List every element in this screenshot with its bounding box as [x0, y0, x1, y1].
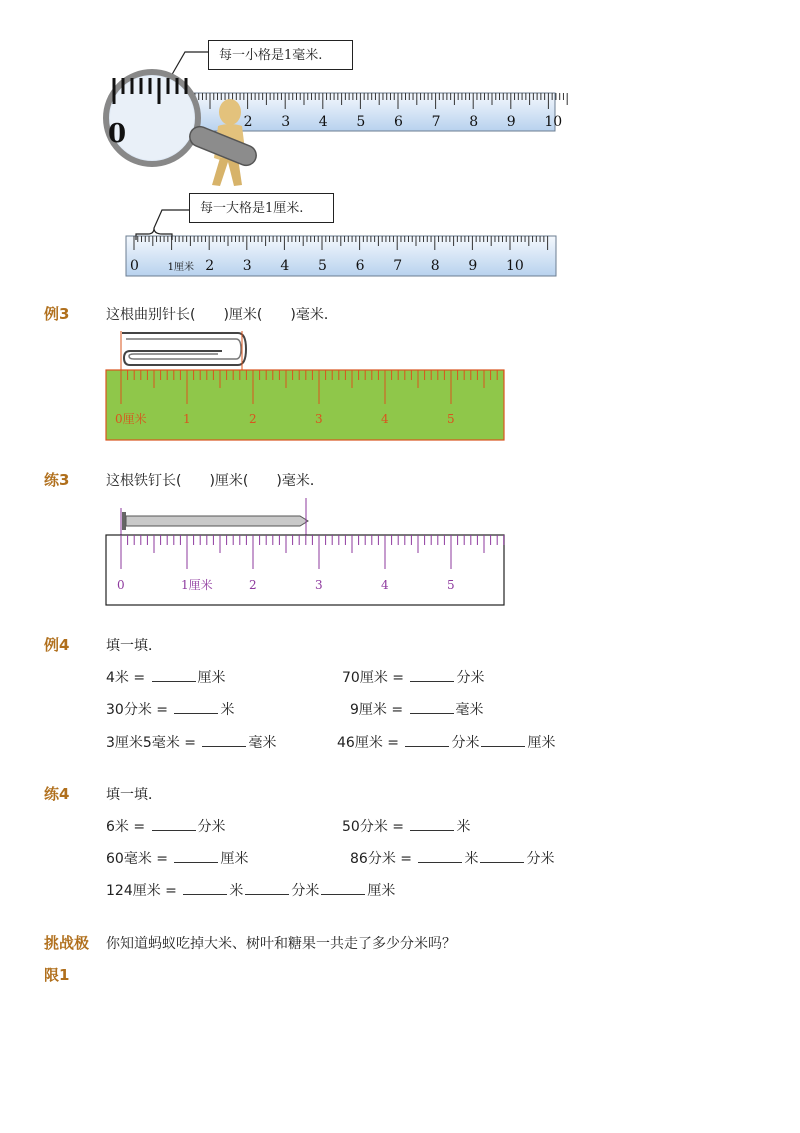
ruler-number: 4 — [381, 412, 389, 426]
ruler-number: 2 — [243, 114, 253, 130]
challenge-label: 挑战极 — [44, 934, 90, 952]
ruler-number: 7 — [431, 114, 441, 130]
answer-blank[interactable] — [405, 734, 449, 747]
answer-blank[interactable] — [152, 669, 196, 682]
example3-question: 这根曲别针长( )厘米( )毫米． — [106, 307, 338, 323]
answer-blank[interactable] — [480, 850, 524, 863]
answer-blank[interactable] — [418, 850, 462, 863]
challenge-question: 你知道蚂蚁吃掉大米、树叶和糖果一共走了多少分米吗？ — [106, 936, 456, 952]
answer-blank[interactable] — [410, 669, 454, 682]
practice3-figure — [100, 492, 510, 610]
ruler-number: 5 — [318, 258, 327, 274]
answer-blank[interactable] — [174, 701, 218, 714]
practice4-item-5: 124厘米 = 米 分米 厘米 — [106, 883, 396, 899]
practice4-item-4: 86分米 = 米 分米 — [350, 851, 555, 867]
ruler-number: 5 — [447, 412, 455, 426]
example4-label: 例4 — [44, 636, 70, 654]
answer-blank[interactable] — [481, 734, 525, 747]
practice4-item-1: 6米 = 分米 — [106, 819, 226, 835]
ruler-number: 6 — [394, 114, 403, 130]
ruler-number: 5 — [356, 114, 366, 130]
callout-small-division: 每一小格是1毫米. — [208, 40, 353, 70]
ruler-number: 7 — [393, 258, 403, 274]
example4-item-6: 46厘米 = 分米 厘米 — [337, 735, 556, 751]
ruler-number: 3 — [281, 114, 291, 130]
answer-blank[interactable] — [152, 818, 196, 831]
ruler-number: 1厘米 — [181, 578, 213, 592]
example4-item-1: 4米 = 厘米 — [106, 670, 226, 686]
example3-label: 例3 — [44, 305, 70, 323]
answer-blank[interactable] — [321, 882, 365, 895]
practice4-item-2: 50分米 = 米 — [342, 819, 471, 835]
ruler-number: 10 — [506, 258, 524, 274]
ruler-number: 4 — [280, 258, 290, 274]
practice4-label: 练4 — [44, 785, 70, 803]
white-ruler — [106, 535, 504, 605]
ruler-number: 3 — [242, 258, 252, 274]
challenge-label-line2: 限1 — [44, 966, 70, 984]
practice3-label: 练3 — [44, 471, 70, 489]
example4-instruction: 填一填． — [106, 638, 162, 654]
example4-item-3: 30分米 = 米 — [106, 702, 235, 718]
ruler-number: 10 — [544, 114, 563, 130]
ruler-number: 9 — [506, 114, 516, 130]
ruler-number: 1厘米 — [167, 262, 194, 273]
example3-figure — [100, 325, 510, 445]
callout-small-leader — [170, 52, 208, 78]
example4-item-5: 3厘米5毫米 = 毫米 — [106, 735, 277, 751]
ruler-number: 4 — [318, 114, 328, 130]
ruler-number: 1 — [183, 412, 191, 426]
nail-icon — [122, 512, 308, 530]
practice4-instruction: 填一填． — [106, 787, 162, 803]
ruler-number: 8 — [430, 258, 440, 274]
magnifier-digit: 0 — [108, 119, 127, 149]
answer-blank[interactable] — [202, 734, 246, 747]
practice4-item-3: 60毫米 = 厘米 — [106, 851, 249, 867]
callout-big-division: 每一大格是1厘米. — [189, 193, 334, 223]
ruler-number: 2 — [249, 578, 257, 592]
answer-blank[interactable] — [245, 882, 289, 895]
ruler-number: 0 — [130, 258, 139, 274]
example4-item-2: 70厘米 = 分米 — [342, 670, 485, 686]
ruler-number: 9 — [468, 258, 478, 274]
practice3-question: 这根铁钉长( )厘米( )毫米． — [106, 473, 324, 489]
green-ruler — [106, 370, 504, 440]
ruler-number: 4 — [381, 578, 389, 592]
ruler-number: 2 — [205, 258, 215, 274]
ruler-number: 0 — [117, 578, 125, 592]
ruler-number: 3 — [315, 578, 323, 592]
ruler-number: 6 — [355, 258, 365, 274]
ruler-number: 2 — [249, 412, 257, 426]
example4-item-4: 9厘米 = 毫米 — [350, 702, 484, 718]
answer-blank[interactable] — [174, 850, 218, 863]
answer-blank[interactable] — [183, 882, 227, 895]
paperclip-icon — [122, 333, 246, 365]
answer-blank[interactable] — [410, 818, 454, 831]
ruler-number: 3 — [315, 412, 323, 426]
answer-blank[interactable] — [410, 701, 454, 714]
magnifier-icon — [106, 72, 198, 164]
ruler-number: 5 — [447, 578, 455, 592]
ruler-number: 8 — [469, 114, 479, 130]
ruler-number: 0厘米 — [115, 412, 147, 426]
